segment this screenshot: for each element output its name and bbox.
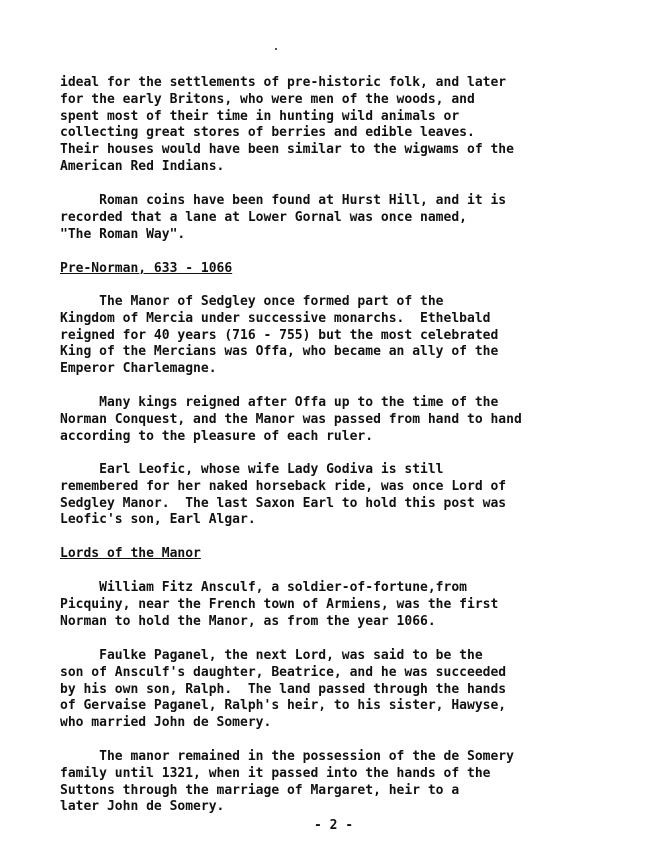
- section-heading-lords-of-the-manor: Lords of the Manor: [60, 546, 201, 561]
- text-line: later John de Somery.: [60, 799, 225, 815]
- paragraph-earl-leofic: [60, 462, 620, 529]
- paragraph-prehistoric: [60, 75, 620, 176]
- paragraph-faulke-paganel: [60, 648, 620, 732]
- text-line: Faulke Paganel, the next Lord, was said to be the: [60, 648, 483, 663]
- text-line: spent most of their time in hunting wild animals or: [60, 108, 460, 124]
- text-line: who married John de Somery.: [60, 715, 272, 731]
- text-line: son of Ansculf's daughter, Beatrice, and he was succeeded: [60, 664, 507, 680]
- text-line: The Manor of Sedgley once formed part of the: [60, 294, 444, 309]
- text-line: remembered for her naked horseback ride, was once Lord of: [60, 478, 507, 494]
- text-line: Picquiny, near the French town of Armiens, was the first: [60, 596, 499, 612]
- text-line: family until 1321, when it passed into the hands of the: [60, 765, 491, 781]
- page-number: - 2 -: [314, 818, 354, 833]
- paragraph-many-kings: [60, 395, 620, 445]
- scan-speck: [275, 48, 277, 50]
- text-line: Leofic's son, Earl Algar.: [60, 512, 256, 528]
- paragraph-mercia: [60, 294, 620, 378]
- text-line: Their houses would have been similar to the wigwams of the: [60, 142, 514, 158]
- text-line: of Gervaise Paganel, Ralph's heir, to his sister, Hawyse,: [60, 698, 507, 714]
- text-line: William Fitz Ansculf, a soldier-of-fortune,from: [60, 580, 467, 595]
- text-line: according to the pleasure of each ruler.: [60, 428, 374, 444]
- text-line: American Red Indians.: [60, 158, 225, 174]
- text-line: collecting great stores of berries and edible leaves.: [60, 125, 475, 141]
- text-line: recorded that a lane at Lower Gornal was once named,: [60, 209, 467, 225]
- text-line: Many kings reigned after Offa up to the time of the: [60, 395, 499, 410]
- paragraph-roman-coins: [60, 193, 620, 243]
- text-line: reigned for 40 years (716 - 755) but the most celebrated: [60, 327, 499, 343]
- paragraph-william-fitz-ansculf: [60, 580, 620, 630]
- text-line: ideal for the settlements of pre-historic folk, and later: [60, 75, 507, 90]
- text-line: King of the Mercians was Offa, who became an ally of the: [60, 344, 499, 360]
- text-line: "The Roman Way".: [60, 226, 186, 242]
- text-line: Norman to hold the Manor, as from the year 1066.: [60, 613, 436, 629]
- section-heading-pre-norman: Pre-Norman, 633 - 1066: [60, 261, 233, 276]
- text-line: for the early Britons, who were men of the woods, and: [60, 91, 475, 107]
- text-line: Norman Conquest, and the Manor was passed from hand to hand: [60, 411, 522, 427]
- text-line: Suttons through the marriage of Margaret, heir to a: [60, 782, 460, 798]
- text-line: Sedgley Manor. The last Saxon Earl to hold this post was: [60, 495, 507, 511]
- text-line: The manor remained in the possession of the de Somery: [60, 749, 514, 764]
- text-line: Earl Leofic, whose wife Lady Godiva is still: [60, 462, 444, 477]
- text-line: Emperor Charlemagne.: [60, 361, 217, 377]
- paragraph-de-somery: [60, 749, 620, 816]
- text-line: by his own son, Ralph. The land passed through the hands: [60, 681, 507, 697]
- text-line: Kingdom of Mercia under successive monarchs. Ethelbald: [60, 310, 491, 326]
- text-line: Roman coins have been found at Hurst Hill, and it is: [60, 193, 507, 208]
